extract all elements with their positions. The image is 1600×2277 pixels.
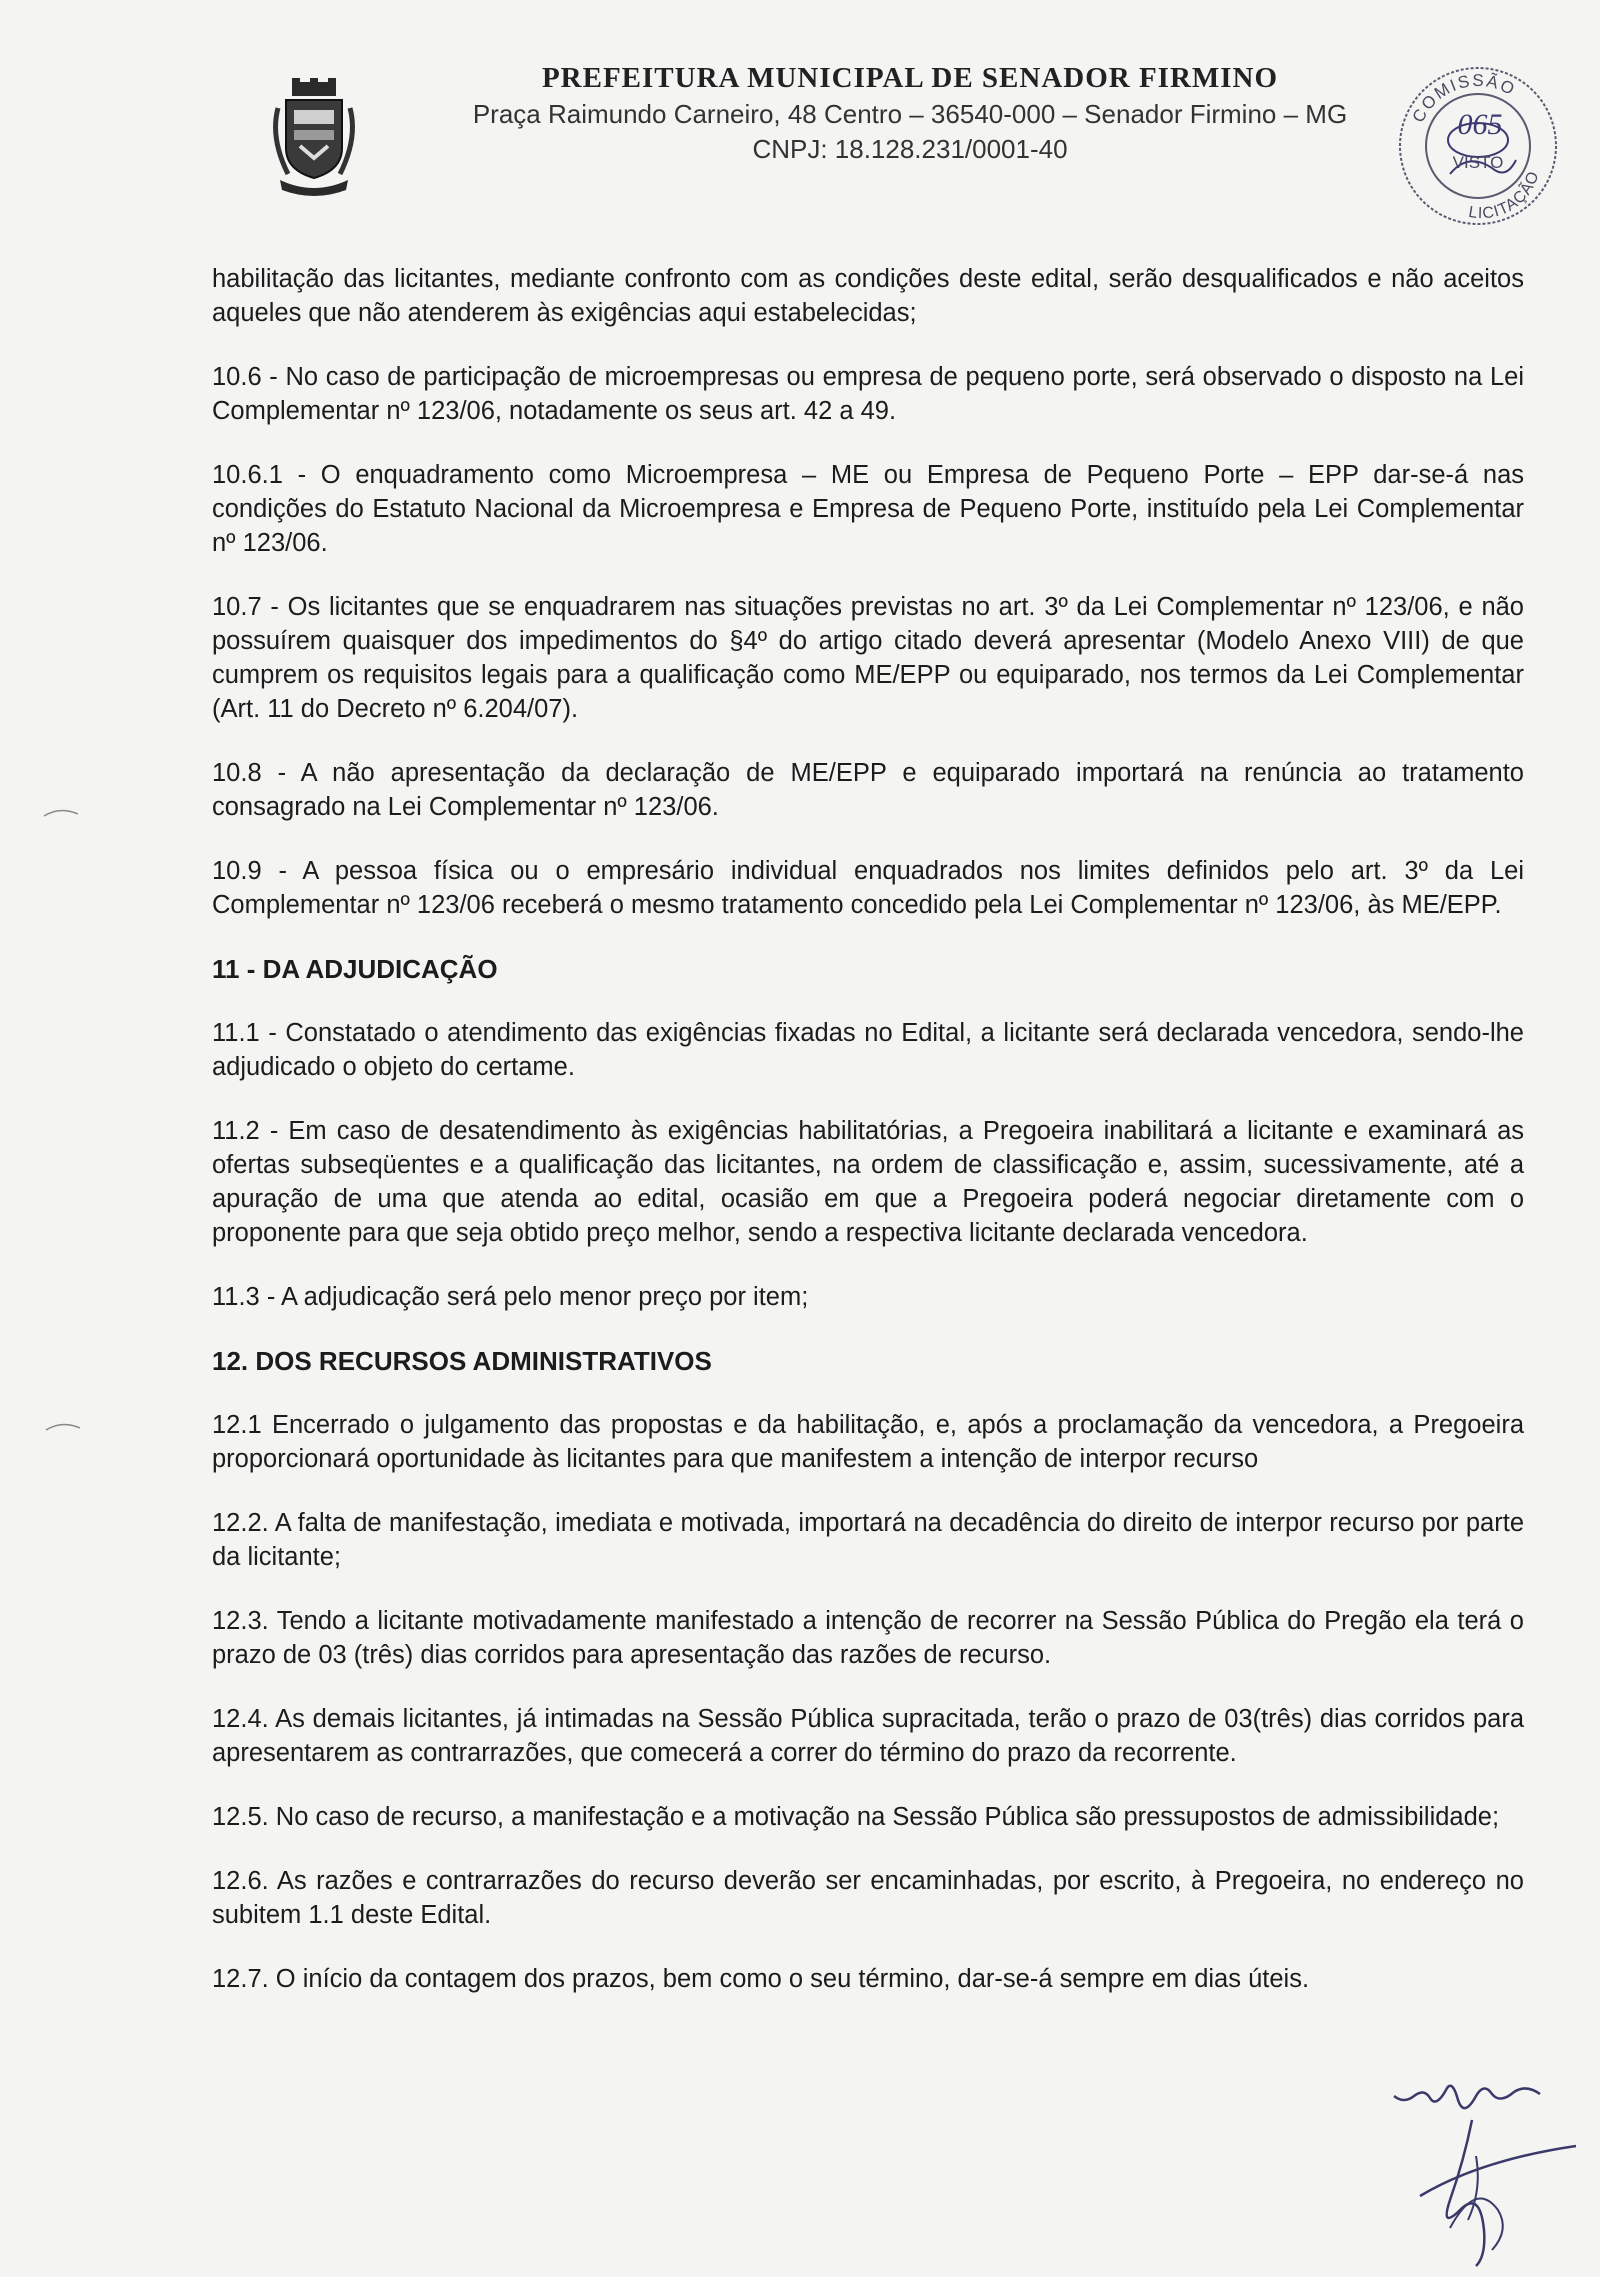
municipal-crest-icon — [268, 78, 360, 196]
body-paragraph: 11.3 - A adjudicação será pelo menor preço por item; — [212, 1283, 809, 1311]
letterhead — [420, 62, 1400, 165]
body-paragraph: 11.2 - Em caso de desatendimento às exigências habilitatórias, a Pregoeira inabilitará a licitante e examinará as ofertas subseqüentes e a qualificação das licitantes, na ordem de classificação e, assim, sucessivamente, até a apuração de uma que atenda ao edital, ocasião em que a Pregoeira poderá negociar diretamente com o proponente para que seja obtido preço melhor, sendo a respectiva licitante declarada vencedora. — [212, 1117, 1524, 1247]
stamp-middle-text: VISTO — [1452, 153, 1504, 172]
handwritten-signature — [1380, 2060, 1580, 2270]
stamp-top-text: COMISSÃO — [1408, 70, 1520, 126]
body-paragraph: 12.7. O início da contagem dos prazos, bem como o seu término, dar-se-á sempre em dias úteis. — [212, 1965, 1310, 1993]
section-heading: 12. DOS RECURSOS ADMINISTRATIVOS — [212, 1346, 712, 1376]
body-paragraph: 12.4. As demais licitantes, já intimadas na Sessão Pública supracitada, terão o prazo de 03(três) dias corridos para apresentarem as contrarrazões, que comecerá a correr do término do prazo da recorrente. — [212, 1705, 1524, 1767]
organization-cnpj: CNPJ: 18.128.231/0001-40 — [752, 134, 1068, 164]
body-paragraph: 12.1 Encerrado o julgamento das propostas e da habilitação, e, após a proclamação da vencedora, a Pregoeira proporcionará oportunidade às licitantes para que manifestem a intenção de interpor recurso — [212, 1411, 1524, 1473]
body-paragraph: 12.2. A falta de manifestação, imediata e motivada, importará na decadência do direito de interpor recurso por parte da licitante; — [212, 1509, 1524, 1571]
organization-address: Praça Raimundo Carneiro, 48 Centro – 36540-000 – Senador Firmino – MG — [472, 99, 1348, 129]
body-paragraph: 10.9 - A pessoa física ou o empresário individual enquadrados nos limites definidos pelo art. 3º da Lei Complementar nº 123/06 receberá o mesmo tratamento concedido pela Lei Complementar nº 123/06, às ME/EPP. — [212, 857, 1524, 919]
stamp-number: 065 — [1457, 108, 1503, 141]
commission-stamp — [1388, 56, 1568, 236]
body-paragraph: 12.6. As razões e contrarrazões do recurso deverão ser encaminhadas, por escrito, à Pregoeira, no endereço no subitem 1.1 deste Edital. — [212, 1867, 1524, 1929]
margin-mark — [44, 1420, 84, 1432]
body-paragraph: 11.1 - Constatado o atendimento das exigências fixadas no Edital, a licitante será declarada vencedora, sendo-lhe adjudicado o objeto do certame. — [212, 1019, 1524, 1081]
section-heading: 11 - DA ADJUDICAÇÃO — [212, 954, 498, 984]
body-paragraph: 10.6.1 - O enquadramento como Microempresa – ME ou Empresa de Pequeno Porte – EPP dar-se-á nas condições do Estatuto Nacional da Microempresa e Empresa de Pequeno Porte, instituído pela Lei Complementar nº 123/06. — [212, 461, 1524, 557]
svg-text:LICITAÇÃO — [1467, 169, 1543, 223]
body-paragraph: 10.8 - A não apresentação da declaração de ME/EPP e equiparado importará na renúncia ao tratamento consagrado na Lei Complementar nº 123/06. — [212, 759, 1524, 821]
organization-name: PREFEITURA MUNICIPAL DE SENADOR FIRMINO — [541, 62, 1279, 94]
margin-mark — [42, 806, 82, 818]
body-paragraph: habilitação das licitantes, mediante confronto com as condições deste edital, serão desqualificados e não aceitos aqueles que não atenderem às exigências aqui estabelecidas; — [212, 265, 1524, 327]
stamp-bottom-text: LICITAÇÃO — [1467, 168, 1543, 223]
body-paragraph: 12.5. No caso de recurso, a manifestação e a motivação na Sessão Pública são pressupostos de admissibilidade; — [212, 1803, 1500, 1831]
body-paragraph: 10.7 - Os licitantes que se enquadrarem nas situações previstas no art. 3º da Lei Complementar nº 123/06, e não possuírem quaisquer dos impedimentos do §4º do artigo citado deverá apresentar (Modelo Anexo VIII) de que cumprem os requisitos legais para a qualificação como ME/EPP ou equiparado, nos termos da Lei Complementar (Art. 11 do Decreto nº 6.204/07). — [212, 593, 1524, 723]
document-body — [212, 262, 1524, 2026]
body-paragraph: 10.6 - No caso de participação de microempresas ou empresa de pequeno porte, será observado o disposto na Lei Complementar nº 123/06, notadamente os seus art. 42 a 49. — [212, 363, 1524, 425]
body-paragraph: 12.3. Tendo a licitante motivadamente manifestado a intenção de recorrer na Sessão Pública do Pregão ela terá o prazo de 03 (três) dias corridos para apresentação das razões de recurso. — [212, 1607, 1524, 1669]
